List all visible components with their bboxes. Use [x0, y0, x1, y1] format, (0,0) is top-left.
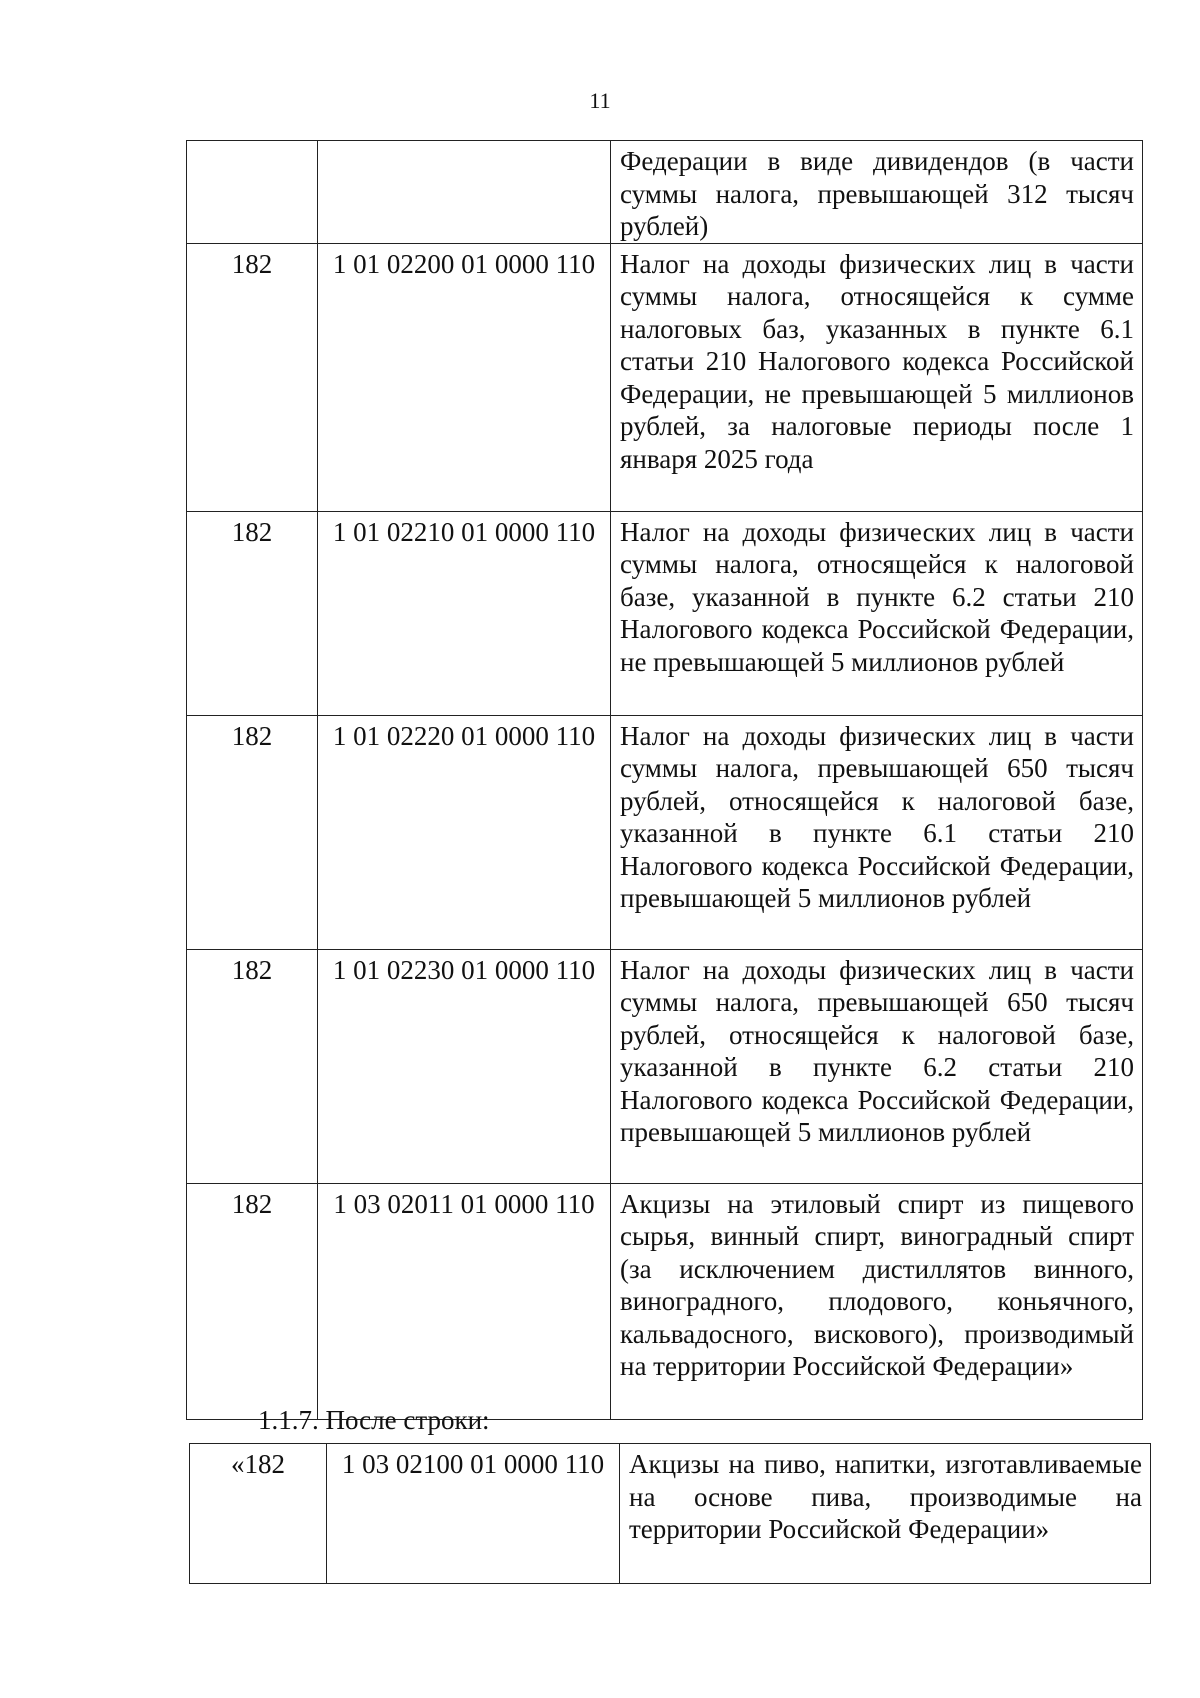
- table-row: [187, 1183, 1143, 1419]
- kbk-cell: 1 01 02230 01 0000 110: [318, 949, 611, 1183]
- kbk-cell: [318, 141, 611, 244]
- kbk-cell: 1 03 02100 01 0000 110: [327, 1444, 620, 1584]
- table-row: [187, 243, 1143, 511]
- kbk-cell: 1 03 02011 01 0000 110: [318, 1183, 611, 1419]
- description-cell: Акцизы на пиво, напитки, изготавливаемые на основе пива, производимые на территории Российской Федерации»: [620, 1444, 1151, 1584]
- description-cell: Налог на доходы физических лиц в части суммы налога, относящейся к сумме налоговых баз, указанных в пункте 6.1 статьи 210 Налогового кодекса Российской Федерации, не превышающей 5 миллионов рублей, за налоговые периоды после 1 января 2025 года: [611, 243, 1143, 511]
- description-cell: Федерации в виде дивидендов (в части суммы налога, превышающей 312 тысяч рублей): [611, 141, 1143, 244]
- admin-code-cell: 182: [187, 1183, 318, 1419]
- kbk-cell: 1 01 02200 01 0000 110: [318, 243, 611, 511]
- table-row: [187, 511, 1143, 715]
- table-row: [190, 1444, 1151, 1584]
- description-cell: Налог на доходы физических лиц в части суммы налога, превышающей 650 тысяч рублей, относящейся к налоговой базе, указанной в пункте 6.1 статьи 210 Налогового кодекса Российской Федерации, превышающей 5 миллионов рублей: [611, 715, 1143, 949]
- admin-code-cell: 182: [187, 949, 318, 1183]
- revenue-codes-table: [186, 140, 1143, 1420]
- table-row: [187, 141, 1143, 244]
- clause-heading: 1.1.7. После строки:: [258, 1405, 490, 1435]
- admin-code-cell: [187, 141, 318, 244]
- description-cell: Акцизы на этиловый спирт из пищевого сырья, винный спирт, виноградный спирт (за исключением дистиллятов винного, виноградного, плодового, коньячного, кальвадосного, вискового), производимый на территории Российской Федерации»: [611, 1183, 1143, 1419]
- description-cell: Налог на доходы физических лиц в части суммы налога, превышающей 650 тысяч рублей, относящейся к налоговой базе, указанной в пункте 6.2 статьи 210 Налогового кодекса Российской Федерации, превышающей 5 миллионов рублей: [611, 949, 1143, 1183]
- kbk-cell: 1 01 02210 01 0000 110: [318, 511, 611, 715]
- inserted-row-table: [189, 1443, 1151, 1584]
- admin-code-cell: 182: [187, 715, 318, 949]
- admin-code-cell: 182: [187, 243, 318, 511]
- admin-code-cell: 182: [187, 511, 318, 715]
- table-row: [187, 949, 1143, 1183]
- kbk-cell: 1 01 02220 01 0000 110: [318, 715, 611, 949]
- table-row: [187, 715, 1143, 949]
- page-number: 11: [589, 88, 611, 113]
- description-cell: Налог на доходы физических лиц в части суммы налога, относящейся к налоговой базе, указанной в пункте 6.2 статьи 210 Налогового кодекса Российской Федерации, не превышающей 5 миллионов рублей: [611, 511, 1143, 715]
- admin-code-cell: «182: [190, 1444, 327, 1584]
